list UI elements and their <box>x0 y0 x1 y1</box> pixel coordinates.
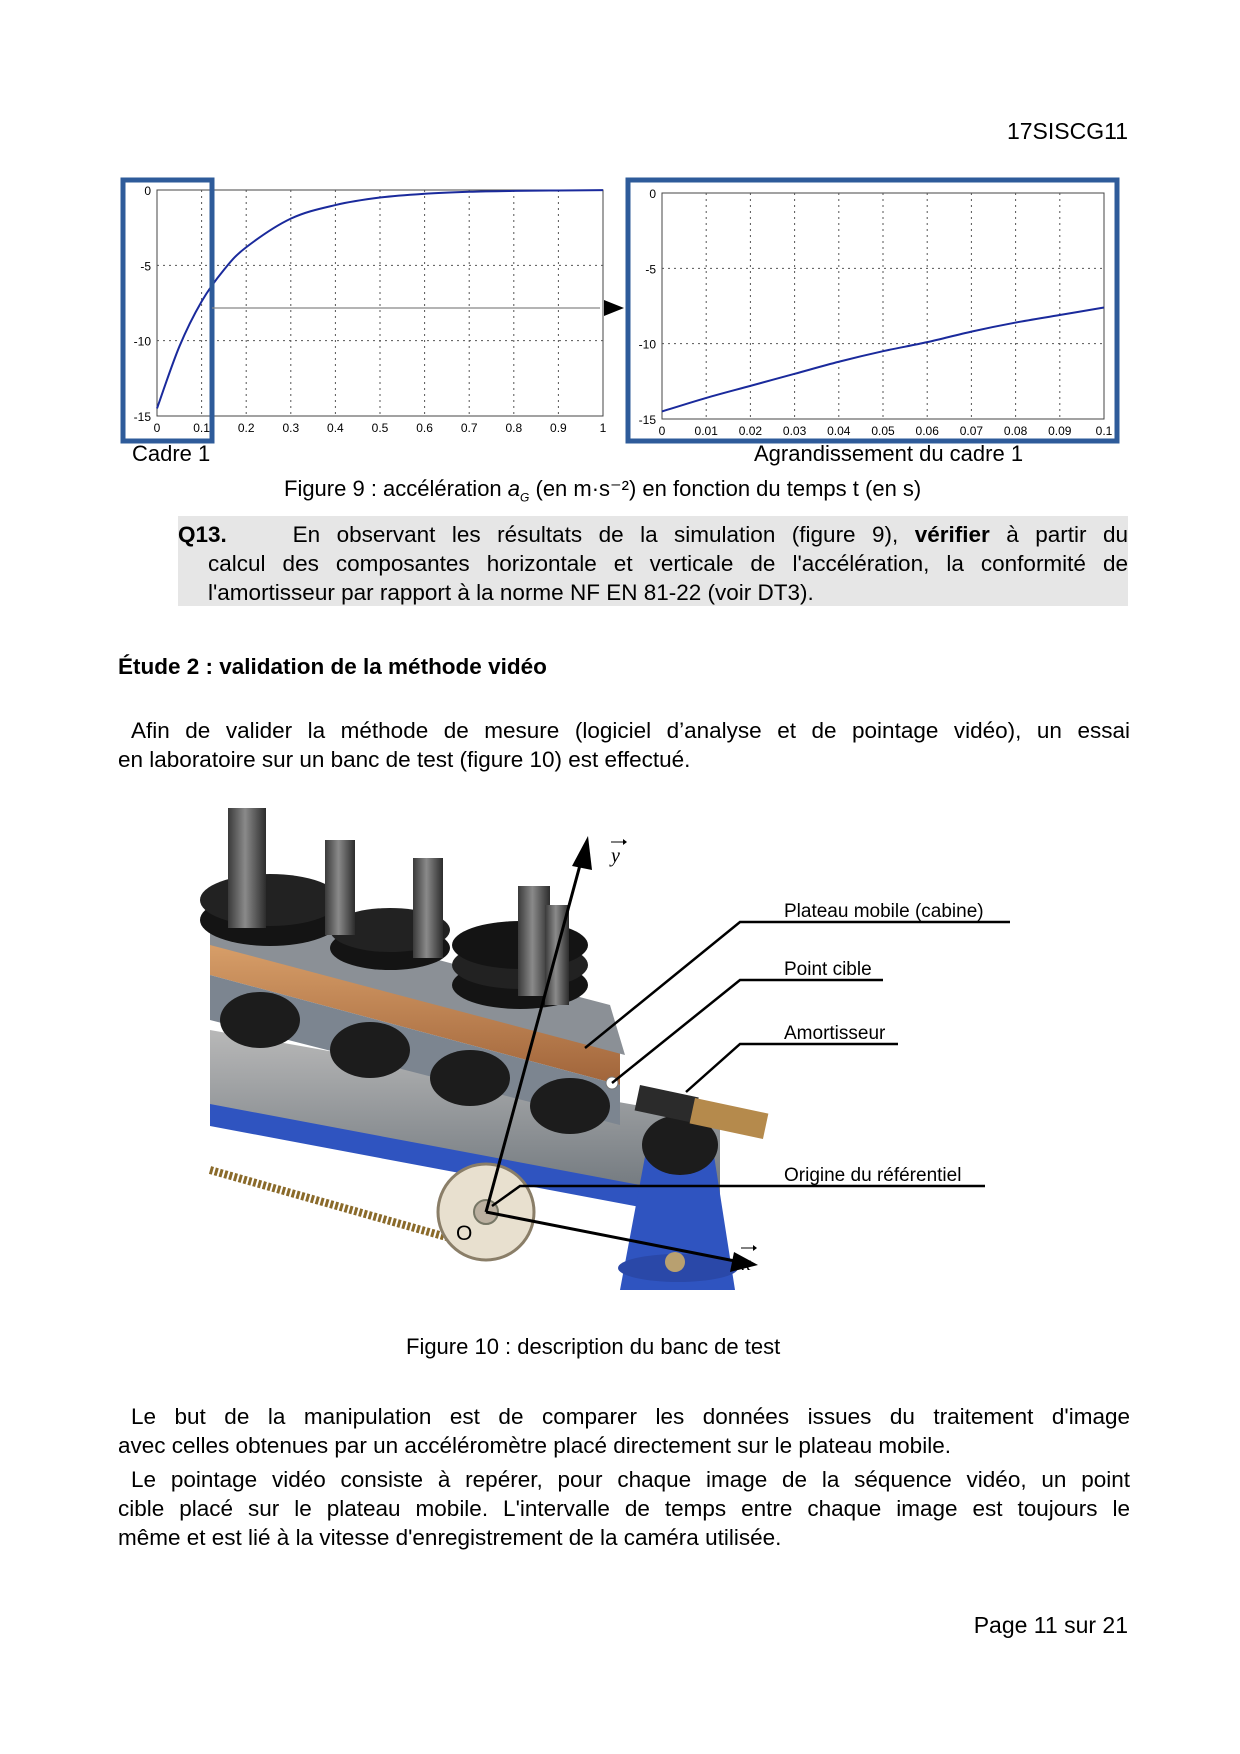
left-x-tick-label: 0.8 <box>505 421 523 435</box>
p1-line1: Afin de valider la méthode de mesure (logiciel d’analyse et de pointage vidéo), un essai <box>131 718 1130 743</box>
left-x-tick-label: 0.3 <box>282 421 300 435</box>
caption-suffix: (en m·s⁻²) en fonction du temps t (en s) <box>529 476 922 501</box>
left-x-tick-label: 0.6 <box>416 421 433 435</box>
q13-verb: vérifier <box>914 522 990 547</box>
left-x-tick-label: 0 <box>153 421 161 435</box>
zoom-arrow-icon <box>604 300 624 316</box>
right-y-tick-label: -5 <box>645 262 656 277</box>
right-x-tick-label: 0.09 <box>1048 424 1072 438</box>
page-number: Page 11 sur 21 <box>973 1612 1128 1638</box>
right-x-tick-label: 0.02 <box>738 424 763 438</box>
right-x-tick-label: 0.05 <box>871 424 895 438</box>
question-q13 <box>178 516 1128 606</box>
document-code: 17SISCG11 <box>1006 118 1128 144</box>
caption-symbol: a <box>507 476 521 501</box>
right-x-tick-label: 0.03 <box>782 424 807 438</box>
left-x-tick-label: 1 <box>599 421 607 435</box>
origin-label: O <box>456 1222 473 1245</box>
y-vector-icon <box>623 839 627 845</box>
figure-9 <box>0 0 1240 470</box>
q13-line1-b: à partir du <box>989 522 1128 547</box>
belt <box>210 1170 450 1238</box>
left-y-tick-label: 0 <box>144 184 151 198</box>
test-bench-photo <box>200 808 768 1290</box>
left-y-tick-label: -15 <box>133 410 151 424</box>
q13-line1-a: En observant les résultats de la simulation (figure 9), <box>292 522 915 547</box>
right-x-tick-label: 0.01 <box>694 424 718 438</box>
p1-line2: en laboratoire sur un banc de test (figure 10) est effectué. <box>118 747 691 772</box>
question-number: Q13. <box>178 522 227 547</box>
y-axis-arrow-icon <box>572 836 592 870</box>
chart-agrandissement <box>639 187 1113 438</box>
right-x-tick-label: 0.07 <box>959 424 984 438</box>
section-title: Étude 2 : validation de la méthode vidéo <box>118 654 547 679</box>
label-plateau: Plateau mobile (cabine) <box>784 901 984 922</box>
left-y-tick-label: -5 <box>140 259 151 274</box>
cadre-1-label: Cadre 1 <box>132 441 211 466</box>
right-x-tick-label: 0 <box>658 424 666 438</box>
left-y-ticks <box>134 184 152 424</box>
right-y-tick-label: 0 <box>649 187 656 201</box>
right-x-tick-label: 0.1 <box>1095 424 1113 438</box>
label-amortisseur: Amortisseur <box>784 1023 886 1044</box>
left-x-tick-label: 0.1 <box>193 421 210 435</box>
figure-10-caption: Figure 10 : description du banc de test <box>406 1334 781 1359</box>
x-axis-label: x <box>742 1253 751 1275</box>
left-x-tick-label: 0.2 <box>237 421 255 435</box>
zoom-label: Agrandissement du cadre 1 <box>754 441 1024 466</box>
left-y-tick-label: -10 <box>133 334 151 349</box>
right-x-tick-label: 0.04 <box>827 424 851 438</box>
caption-subscript: G <box>520 490 530 505</box>
q13-line3: l'amortisseur par rapport à la norme NF EN 81-22 (voir DT3). <box>208 580 814 605</box>
chart-cadre-1 <box>134 184 607 435</box>
paragraph-3 <box>118 1465 1130 1552</box>
p3-line2: cible placé sur le plateau mobile. L'intervalle de temps entre chaque image est toujours le <box>118 1496 1130 1521</box>
figure-9-caption <box>284 476 921 504</box>
left-x-tick-label: 0.7 <box>460 421 478 435</box>
x-vector-icon <box>753 1245 757 1251</box>
figure-10 <box>0 800 1240 1340</box>
paragraph-1 <box>118 716 1130 774</box>
right-x-tick-label: 0.08 <box>1003 424 1028 438</box>
right-x-ticks <box>659 424 1113 438</box>
label-point-cible: Point cible <box>784 959 872 980</box>
left-x-tick-label: 0.5 <box>371 421 389 435</box>
right-y-ticks <box>639 187 657 427</box>
right-x-tick-label: 0.06 <box>915 424 939 438</box>
right-y-tick-label: -10 <box>638 337 656 352</box>
p3-line1: Le pointage vidéo consiste à repérer, pour chaque image de la séquence vidéo, un point <box>131 1467 1130 1492</box>
right-y-tick-label: -15 <box>638 413 656 427</box>
left-x-tick-label: 0.4 <box>327 421 344 435</box>
p3-line3: même et est lié à la vitesse d'enregistrement de la caméra utilisée. <box>118 1525 782 1550</box>
q13-line2: calcul des composantes horizontale et verticale de l'accélération, la conformité de <box>208 551 1128 576</box>
p2-line2: avec celles obtenues par un accéléromètre placé directement sur le plateau mobile. <box>118 1433 951 1458</box>
paragraph-2 <box>118 1402 1130 1460</box>
y-axis-label: y <box>611 845 620 867</box>
p2-line1: Le but de la manipulation est de comparer les données issues du traitement d'image <box>131 1404 1130 1429</box>
caption-prefix: Figure 9 : accélération <box>284 476 508 501</box>
left-x-tick-label: 0.9 <box>550 421 567 435</box>
label-origine: Origine du référentiel <box>784 1165 962 1186</box>
left-x-ticks <box>154 421 607 435</box>
